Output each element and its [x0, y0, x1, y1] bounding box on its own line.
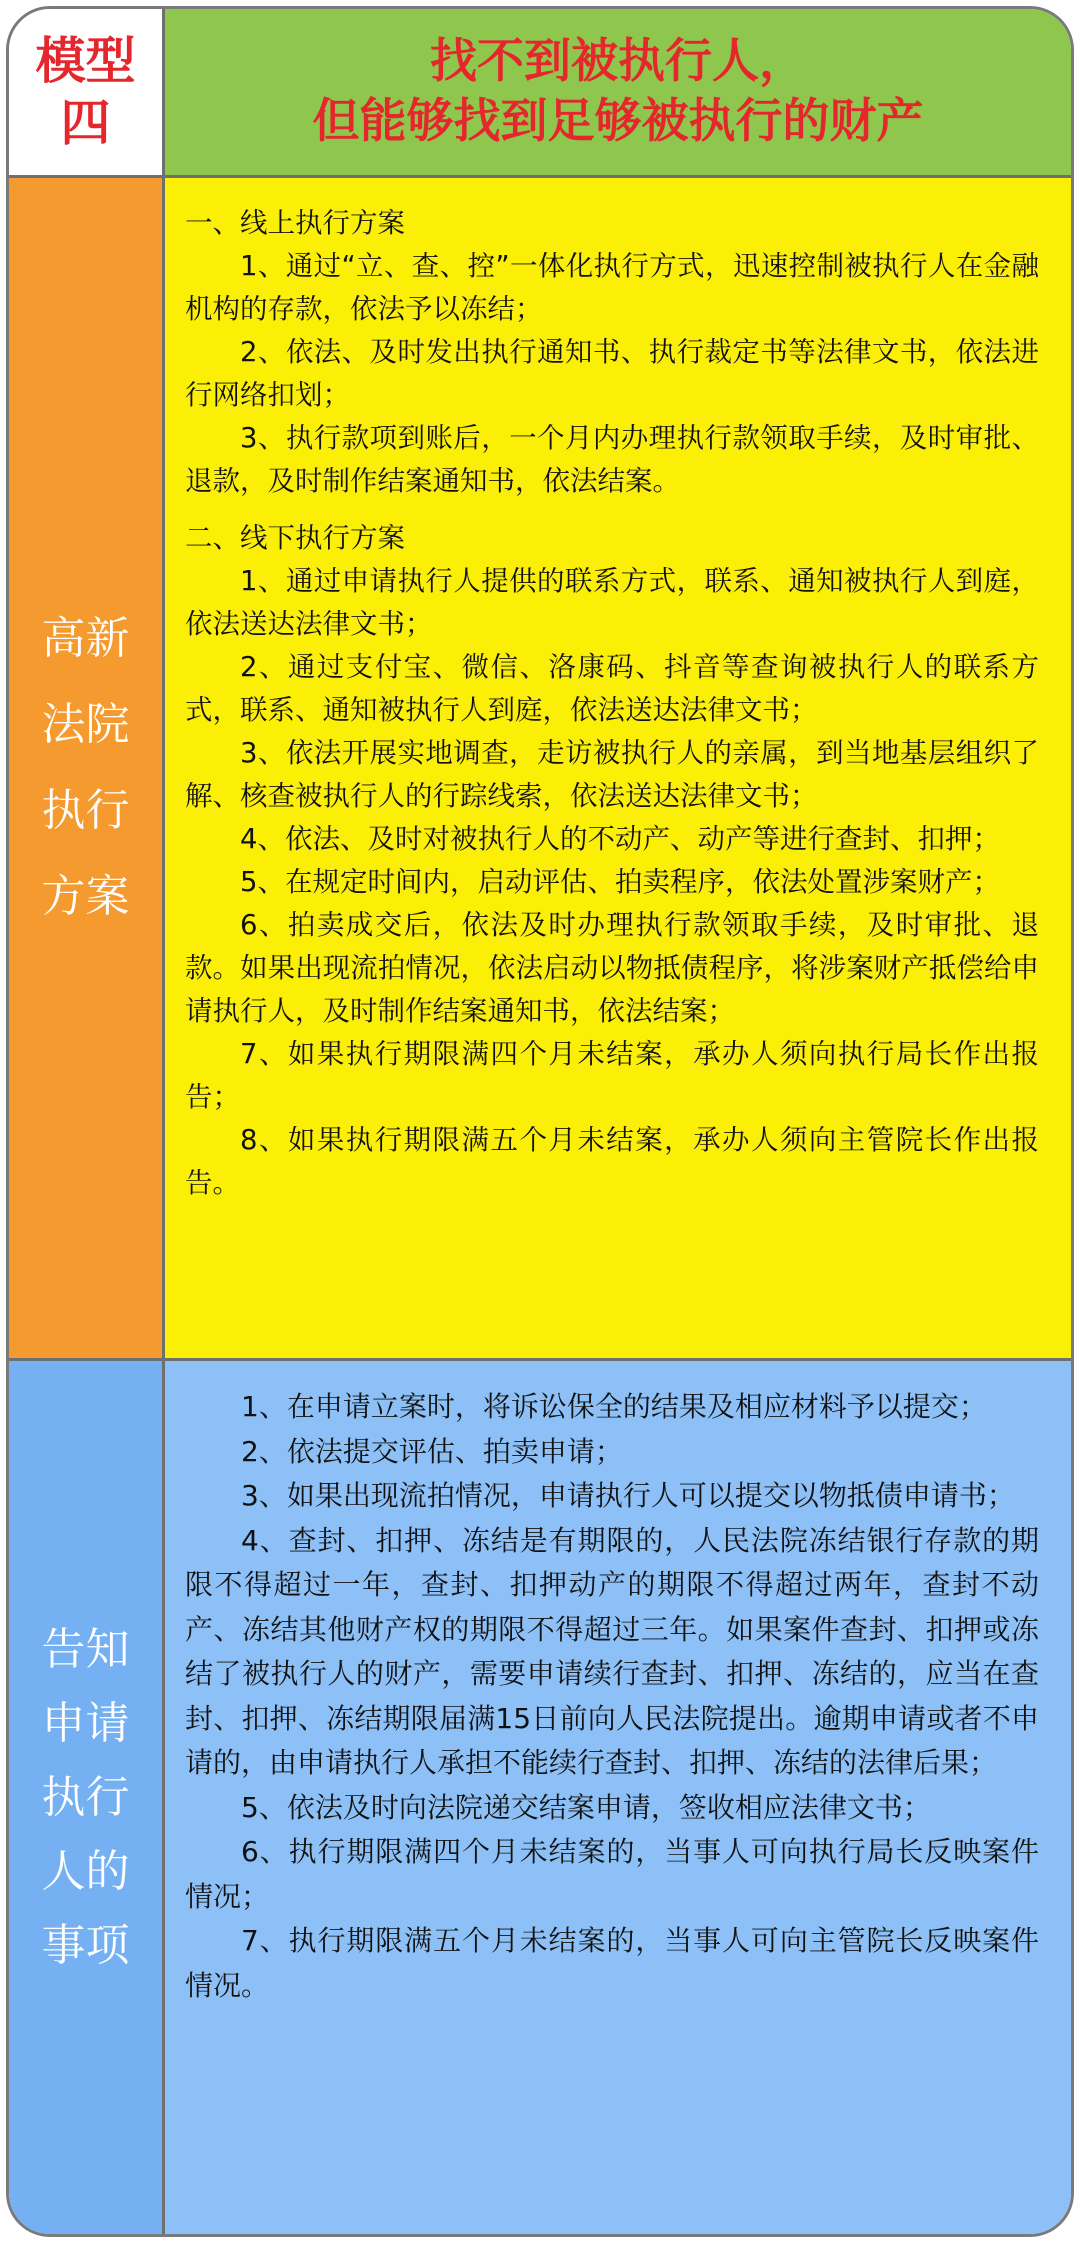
notice-label-line: 执行: [41, 1771, 130, 1823]
offline-plan-item: 7、如果执行期限满四个月未结案，承办人须向执行局长作出报告；: [185, 1038, 1039, 1113]
model-label: [9, 9, 162, 175]
notice-label-line: 告知: [41, 1623, 130, 1675]
court-plan-label-line: 方案: [41, 871, 130, 922]
notice-label-line: 申请: [41, 1697, 130, 1749]
column-divider: [162, 9, 165, 2234]
offline-plan-item: 3、依法开展实地调查，走访被执行人的亲属，到当地基层组织了解、核查被执行人的行踪线索，依法送达法律文书；: [185, 737, 1039, 812]
page-title-line2: 但能够找到足够被执行的财产: [312, 94, 924, 149]
page-title: [165, 9, 1071, 175]
online-plan-heading: 一、线上执行方案: [185, 207, 405, 239]
notice-item: 2、依法提交评估、拍卖申请；: [241, 1434, 623, 1468]
online-plan-item: 1、通过“立、查、控”一体化执行方式，迅速控制被执行人在金融机构的存款，依法予以冻结；: [185, 250, 1039, 325]
notice-item: 3、如果出现流拍情况，申请执行人可以提交以物抵债申请书；: [241, 1479, 1015, 1512]
notice-item: 6、执行期限满四个月未结案的，当事人可向执行局长反映案件情况；: [185, 1835, 1039, 1913]
offline-plan-item: 8、如果执行期限满五个月未结案，承办人须向主管院长作出报告。: [185, 1124, 1039, 1199]
court-plan-label-line: 高新: [41, 613, 130, 664]
court-plan-label-line: 执行: [41, 785, 130, 836]
court-plan-content: [165, 178, 1071, 1358]
page-title-line1: 找不到被执行人，: [430, 34, 806, 89]
offline-plan-item: 2、通过支付宝、微信、洛康码、抖音等查询被执行人的联系方式，联系、通知被执行人到庭，依法送达法律文书；: [185, 651, 1039, 726]
notice-content: [165, 1361, 1071, 2234]
notice-item: 5、依法及时向法院递交结案申请，签收相应法律文书；: [241, 1790, 931, 1824]
court-plan-label: [9, 178, 162, 1358]
notice-label-line: 事项: [41, 1919, 130, 1971]
offline-plan-item: 6、拍卖成交后，依法及时办理执行款领取手续，及时审批、退款。如果出现流拍情况，依法启动以物抵债程序，将涉案财产抵偿给申请执行人，及时制作结案通知书，依法结案；: [185, 909, 1039, 1027]
offline-plan-item: 1、通过申请执行人提供的联系方式，联系、通知被执行人到庭，依法送达法律文书；: [185, 565, 1039, 640]
notice-item: 1、在申请立案时，将诉讼保全的结果及相应材料予以提交；: [241, 1390, 987, 1423]
model-label-line1: 模型: [35, 32, 136, 90]
notice-label: [9, 1361, 162, 2234]
offline-plan-item: 5、在规定时间内，启动评估、拍卖程序，依法处置涉案财产；: [240, 866, 1000, 898]
online-plan-item: 2、依法、及时发出执行通知书、执行裁定书等法律文书，依法进行网络扣划；: [185, 336, 1039, 411]
notice-label-line: 人的: [41, 1845, 130, 1897]
notice-item: 4、查封、扣押、冻结是有期限的，人民法院冻结银行存款的期限不得超过一年，查封、扣押动产的期限不得超过两年，查封不动产、冻结其他财产权的期限不得超过三年。如果案件查封、扣押或冻结了被执行人的财产，需要申请续行查封、扣押、冻结的，应当在查封、扣押、冻结期限届满15日前向人民法院提出。逾期申请或者不申请的，由申请执行人承担不能续行查封、扣押、冻结的法律后果；: [185, 1523, 1039, 1779]
offline-plan-heading: 二、线下执行方案: [185, 522, 405, 554]
notice-item: 7、执行期限满五个月未结案的，当事人可向主管院长反映案件情况。: [185, 1924, 1039, 2002]
offline-plan-item: 4、依法、及时对被执行人的不动产、动产等进行查封、扣押；: [240, 823, 1000, 855]
court-plan-label-line: 法院: [41, 699, 130, 750]
model-four-card: [6, 6, 1074, 2237]
online-plan-item: 3、执行款项到账后，一个月内办理执行款领取手续，及时审批、退款，及时制作结案通知书，依法结案。: [185, 422, 1039, 497]
model-label-line2: 四: [60, 94, 111, 152]
